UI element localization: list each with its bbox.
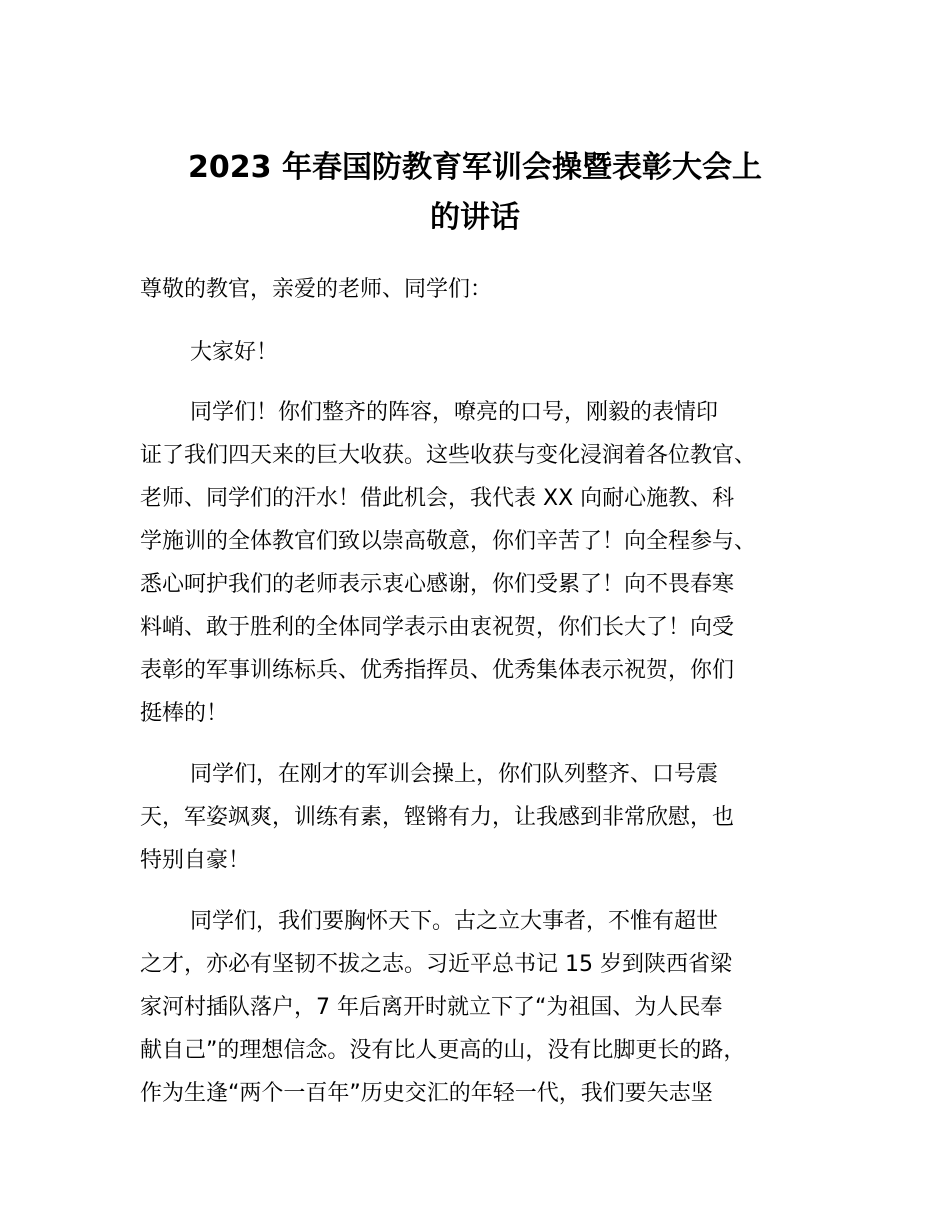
paragraph-3-line: 同学们，我们要胸怀天下。古之立大事者，不惟有超世 (190, 909, 719, 934)
paragraph-3-line: 作为生逢“两个一百年”历史交汇的年轻一代，我们要矢志坚 (140, 1081, 713, 1106)
paragraph-3-line: 献自己”的理想信念。没有比人更高的山，没有比脚更长的路， (140, 1038, 746, 1063)
paragraph-1-line: 表彰的军事训练标兵、优秀指挥员、优秀集体表示祝贺，你们 (140, 658, 735, 683)
paragraph-1-line: 料峭、敢于胜利的全体同学表示由衷祝贺，你们长大了！向受 (140, 615, 735, 640)
paragraph-1-line: 证了我们四天来的巨大收获。这些收获与变化浸润着各位教官、 (140, 443, 757, 468)
paragraph-3-line: 之才，亦必有坚韧不拔之志。习近平总书记 15 岁到陕西省梁 (140, 952, 732, 977)
paragraph-2-line: 同学们，在刚才的军训会操上，你们队列整齐、口号震 (190, 762, 719, 787)
paragraph-2-line: 天，军姿飒爽，训练有素，铿锵有力，让我感到非常欣慰，也 (140, 805, 735, 830)
paragraph-1-line: 同学们！你们整齐的阵容，嘹亮的口号，刚毅的表情印 (190, 400, 719, 425)
greeting: 大家好！ (190, 340, 279, 365)
paragraph-1-line: 挺棒的！ (140, 701, 229, 726)
page-title-line-2: 的讲话 (430, 200, 520, 235)
paragraph-3-line: 家河村插队落户，7 年后离开时就立下了“为祖国、为人民奉 (140, 995, 723, 1020)
paragraph-1-line: 老师、同学们的汗水！借此机会，我代表 XX 向耐心施教、科 (140, 486, 735, 511)
paragraph-2-line: 特别自豪！ (140, 848, 251, 873)
salutation: 尊敬的教官，亲爱的老师、同学们： (140, 277, 493, 302)
page-title-line-1: 2023 年春国防教育军训会操暨表彰大会上 (188, 150, 762, 185)
paragraph-1-line: 悉心呵护我们的老师表示衷心感谢，你们受累了！向不畏春寒 (140, 572, 735, 597)
paragraph-1-line: 学施训的全体教官们致以崇高敬意，你们辛苦了！向全程参与、 (140, 529, 757, 554)
